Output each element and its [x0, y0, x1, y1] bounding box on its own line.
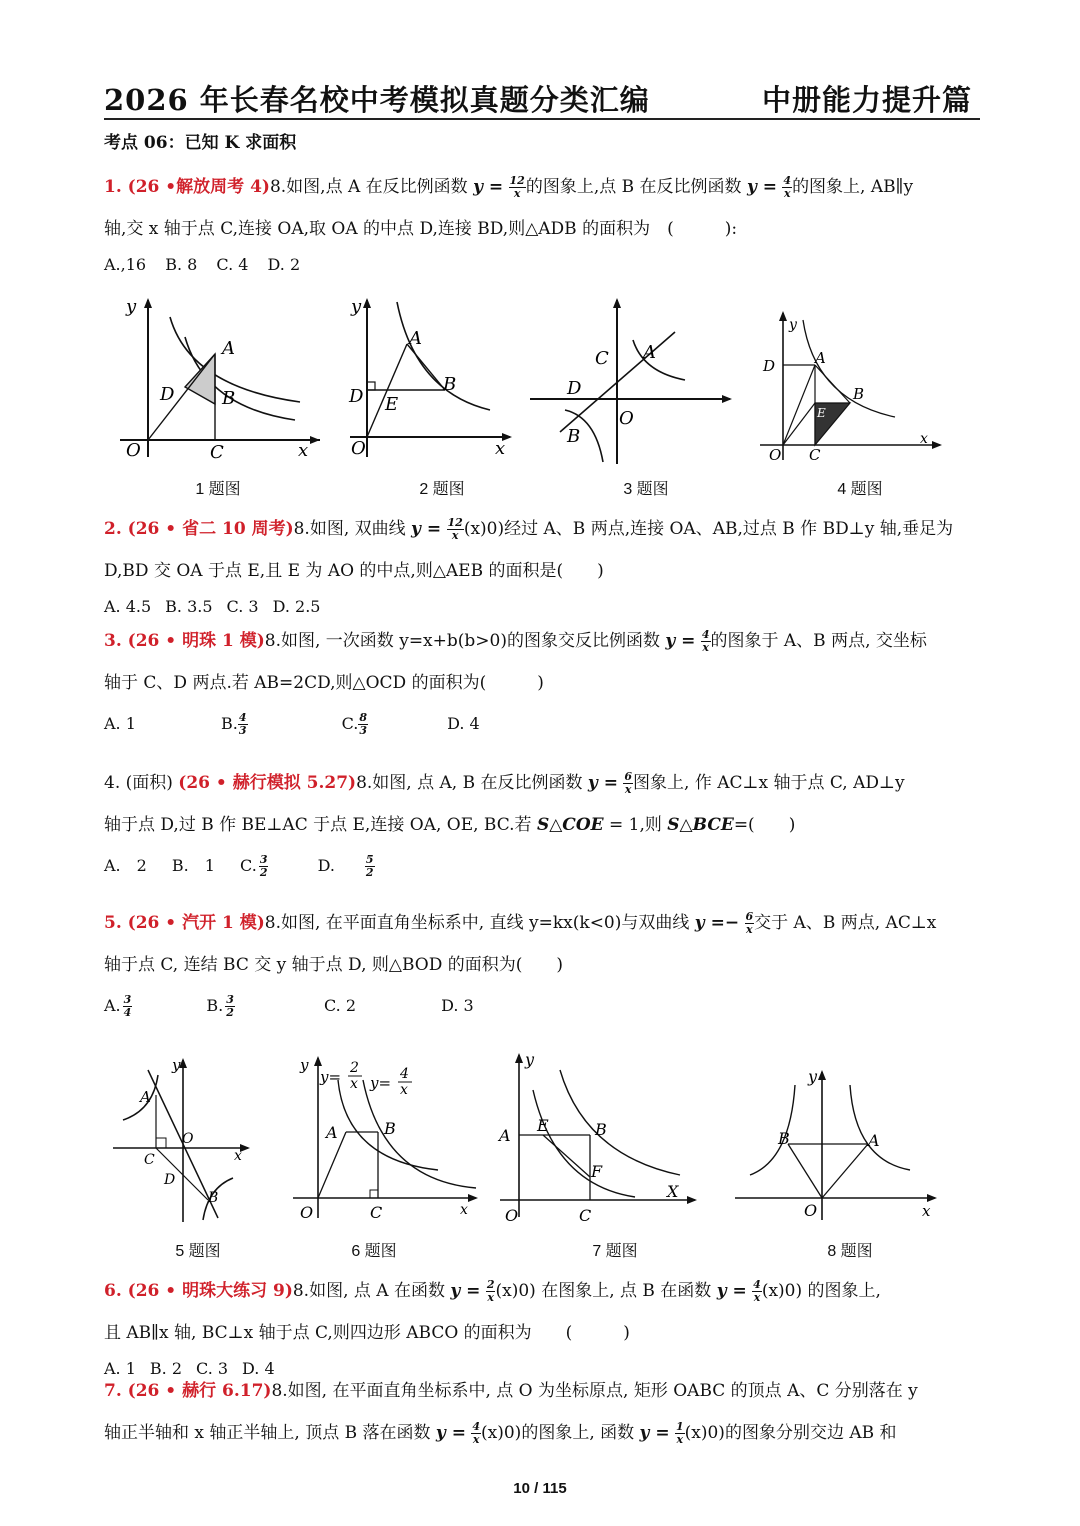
- figure-5: [108, 1050, 258, 1225]
- svg-text:A: A: [643, 342, 656, 363]
- svg-text:y: y: [300, 1056, 309, 1074]
- figure-6: [288, 1050, 483, 1225]
- svg-text:A: A: [815, 349, 826, 367]
- options: A. 4.5 B. 3.5 C. 3 D. 2.5: [104, 597, 321, 616]
- svg-text:A: A: [140, 1088, 151, 1106]
- label-y: y: [126, 296, 137, 317]
- svg-text:F: F: [591, 1162, 603, 1181]
- svg-text:C: C: [579, 1206, 592, 1225]
- fraction: $\frac{6}{x}$: [745, 910, 754, 936]
- question-7: 7. (26 • 赫行 6.17)8.如图, 在平面直角坐标系中, 点 O 为坐标原点, 矩形 OABC 的顶点 A、C 分别落在 y 轴正半轴和 x 轴正半轴上, 顶点 B 落在函数 y = $\frac{4}{x}$ (x)0)的图象上, 函数 y = $\frac{1}{x}$ (x)0)的图象分别交边 AB 和: [104, 1381, 918, 1446]
- svg-text:C: C: [144, 1152, 155, 1168]
- svg-text:B: B: [567, 426, 581, 447]
- svg-text:O: O: [351, 438, 366, 459]
- fraction: $\frac{4}{x}$: [753, 1278, 761, 1304]
- svg-text:C: C: [210, 442, 224, 462]
- options: A. $\frac{3}{4}$ B. $\frac{3}{2}$ C. 2 D. 3: [104, 993, 474, 1019]
- question-1: 1. (26 •解放周考 4)8.如图,点 A 在反比例函数 y = $\frac{12}{x}$ 的图象上,点 B 在反比例函数 y = $\frac{4}{x}$ 的图象上, AB∥y 轴,交 x 轴于点 C,连接 OA,取 OA 的中点 D,连接 BD,则△ADB 的面积为 ( ): A.,16 B. 8 C. 4 D. 2: [104, 166, 984, 280]
- figure-3: [525, 292, 735, 467]
- caption-fig-4: 4 题图: [837, 481, 883, 498]
- svg-text:D: D: [160, 384, 175, 405]
- caption-fig-1: 1 题图: [195, 481, 241, 498]
- caption-fig-6: 6 题图: [351, 1243, 397, 1260]
- options: [104, 250, 984, 280]
- figure-7: [495, 1045, 705, 1225]
- document-title: 2026 年长春名校中考模拟真题分类汇编: [104, 83, 650, 117]
- svg-text:A: A: [222, 338, 235, 359]
- svg-text:B: B: [208, 1190, 219, 1206]
- topic-heading: 考点 06：已知 K 求面积: [104, 133, 297, 153]
- svg-text:y: y: [808, 1067, 818, 1086]
- svg-text:x: x: [298, 440, 309, 461]
- fraction: $\frac{1}{x}$: [675, 1420, 684, 1446]
- fraction: $\frac{4}{x}$: [701, 628, 710, 654]
- svg-text:E: E: [817, 406, 826, 420]
- svg-text:y: y: [351, 296, 362, 317]
- fraction: $\frac{12}{x}$: [447, 516, 463, 542]
- fraction: $\frac{4}{x}$: [472, 1420, 481, 1446]
- svg-text:D: D: [567, 378, 582, 399]
- options: A. 1 B. 2 C. 3 D. 4: [104, 1359, 275, 1378]
- svg-text:A: A: [499, 1126, 511, 1145]
- option-b: B. 8: [165, 255, 198, 274]
- svg-text:O: O: [505, 1206, 519, 1225]
- svg-text:y: y: [525, 1050, 535, 1069]
- figure-8: [730, 1060, 940, 1225]
- section-title: 中册能力提升篇: [761, 83, 972, 117]
- svg-text:x: x: [495, 438, 506, 459]
- options: A. 2 B. 1 C. $\frac{3}{2}$ D. $\frac{5}{2}$: [104, 853, 374, 879]
- caption-fig-3: 3 题图: [623, 481, 669, 498]
- svg-text:B: B: [853, 385, 865, 403]
- svg-text:O: O: [182, 1131, 194, 1147]
- figure-1: [110, 292, 325, 462]
- question-3: 3. (26 • 明珠 1 模)8.如图, 一次函数 y=x+b(b>0)的图象交反比例函数 y = $\frac{4}{x}$ 的图象于 A、B 两点, 交坐标 轴于 C、D 两点.若 AB=2CD,则△OCD 的面积为( ) A. 1 B. $\frac{4}{3}$ C. $\frac{8}{3}$ D. 4: [104, 620, 984, 744]
- question-4: 4. (面积) (26 • 赫行模拟 5.27)8.如图, 点 A, B 在反比例函数 y = $\frac{6}{x}$ 图象上, 作 AC⊥x 轴于点 C, AD⊥y 轴于点 D,过 B 作 BE⊥AC 于点 E,连接 OA, OE, BC.若 S△COE = 1,则 S△BCE=( ) A. 2 B. 1 C. $\frac{3}{2}$ D. $\frac{5}{2}$: [104, 762, 984, 886]
- question-6: 6. (26 • 明珠大练习 9)8.如图, 点 A 在函数 y = $\frac{2}{x}$ (x)0) 在图象上, 点 B 在函数 y = $\frac{4}{x}$ (x)0) 的图象上, 且 AB∥x 轴, BC⊥x 轴于点 C,则四边形 ABCO 的面积为 ( ) A. 1 B. 2 C. 3 D. 4: [104, 1270, 984, 1384]
- svg-text:E: E: [537, 1116, 549, 1135]
- svg-text:C: C: [370, 1203, 383, 1222]
- figure-2: [345, 292, 520, 462]
- option-c: C. 4: [216, 255, 249, 274]
- svg-text:B: B: [778, 1129, 790, 1148]
- svg-text:A: A: [868, 1131, 880, 1150]
- svg-text:X: X: [667, 1182, 679, 1201]
- fraction: $\frac{4}{x}$: [783, 174, 792, 200]
- svg-text:x: x: [400, 1082, 408, 1098]
- svg-text:B: B: [595, 1120, 607, 1139]
- svg-text:C: C: [595, 348, 609, 369]
- svg-text:D: D: [349, 386, 364, 407]
- fraction: $\frac{6}{x}$: [624, 770, 633, 796]
- fraction: $\frac{12}{x}$: [509, 174, 525, 200]
- svg-text:y: y: [172, 1056, 181, 1074]
- svg-text:x: x: [234, 1148, 242, 1164]
- svg-text:O: O: [619, 408, 634, 429]
- svg-text:B: B: [222, 388, 236, 409]
- svg-text:x: x: [920, 431, 928, 447]
- figure-4: [755, 305, 945, 465]
- svg-text:O: O: [300, 1203, 314, 1222]
- page-number: 10 / 115: [513, 1480, 567, 1497]
- svg-text:x: x: [922, 1202, 931, 1220]
- svg-text:D: D: [763, 357, 776, 375]
- question-5: 5. (26 • 汽开 1 模)8.如图, 在平面直角坐标系中, 直线 y=kx(k<0)与双曲线 y =− $\frac{6}{x}$ 交于 A、B 两点, AC⊥x 轴于点 C, 连结 BC 交 y 轴于点 D, 则△BOD 的面积为( ) A. $\frac{3}{4}$ B. $\frac{3}{2}$ C. 2 D. 3: [104, 902, 984, 1026]
- svg-text:4: 4: [400, 1066, 409, 1082]
- svg-text:O: O: [126, 440, 141, 461]
- svg-text:D: D: [164, 1172, 176, 1188]
- svg-text:E: E: [385, 394, 399, 415]
- svg-text:2: 2: [350, 1060, 359, 1076]
- svg-text:y=: y=: [370, 1074, 392, 1092]
- caption-fig-8: 8 题图: [827, 1243, 873, 1260]
- caption-fig-7: 7 题图: [592, 1243, 638, 1260]
- svg-text:x: x: [460, 1202, 468, 1218]
- svg-text:B: B: [384, 1119, 396, 1138]
- svg-text:O: O: [769, 446, 782, 464]
- svg-text:C: C: [809, 446, 821, 464]
- options: A. 1 B. $\frac{4}{3}$ C. $\frac{8}{3}$ D. 4: [104, 711, 480, 737]
- fraction: $\frac{2}{x}$: [486, 1278, 495, 1304]
- svg-text:B: B: [443, 374, 457, 395]
- svg-text:y=: y=: [320, 1068, 342, 1086]
- option-d: D. 2: [267, 255, 301, 274]
- question-number: 1. (26 •解放周考 4): [104, 177, 270, 197]
- caption-fig-5: 5 题图: [175, 1243, 221, 1260]
- question-2: 2. (26 • 省二 10 周考)8.如图, 双曲线 y = $\frac{12}{x}$ (x)0)经过 A、B 两点,连接 OA、AB,过点 B 作 BD⊥y 轴,垂足为 D,BD 交 OA 于点 E,且 E 为 AO 的中点,则△AEB 的面积是( ) A. 4.5 B. 3.5 C. 3 D. 2.5: [104, 508, 984, 622]
- svg-text:y: y: [789, 317, 797, 333]
- svg-text:O: O: [804, 1201, 818, 1220]
- header-rule: [104, 118, 980, 120]
- svg-text:A: A: [326, 1123, 338, 1142]
- caption-fig-2: 2 题图: [419, 481, 465, 498]
- svg-text:A: A: [409, 328, 422, 349]
- svg-text:x: x: [350, 1076, 358, 1092]
- option-a: A.,16: [104, 255, 147, 274]
